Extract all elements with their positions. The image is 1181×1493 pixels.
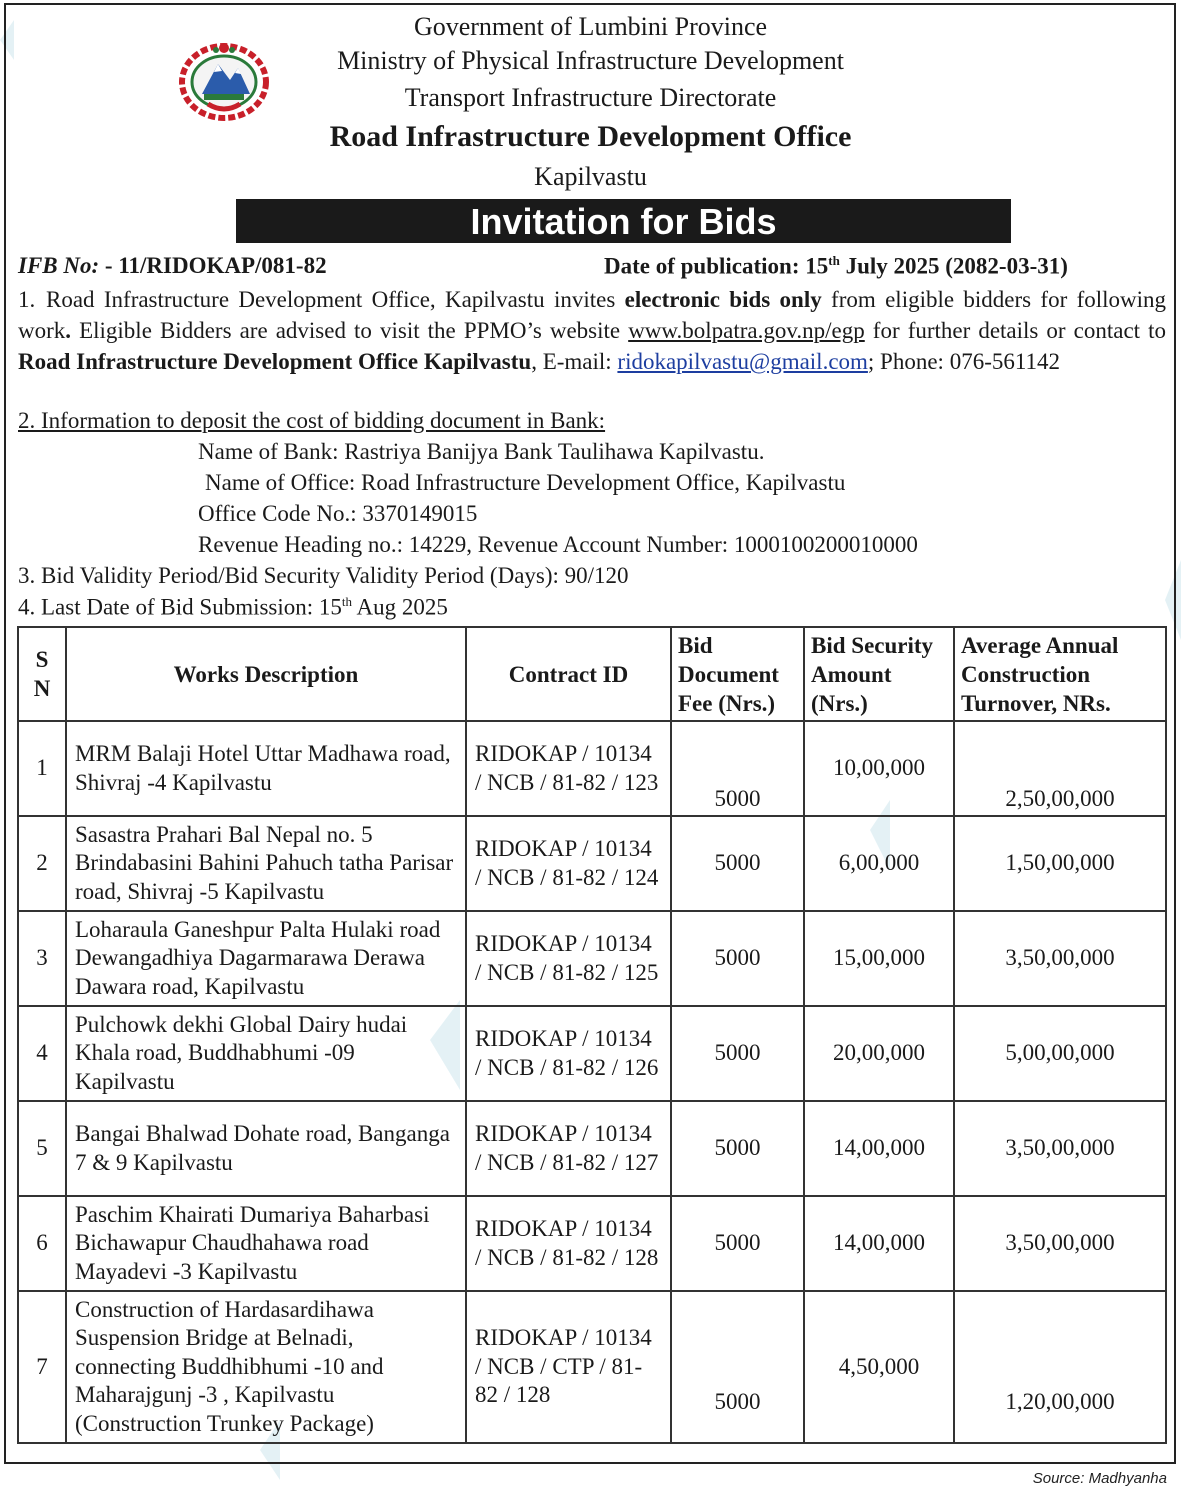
para-number: 1. [18, 287, 36, 312]
pub-suffix: July 2025 (2082-03-31) [839, 253, 1068, 279]
table-row [18, 1006, 1166, 1101]
header-bid-security: Bid Security Amount (Nrs.) [804, 627, 954, 721]
cell-sn: 2 [18, 816, 66, 911]
cell-contract-id: RIDOKAP / 10134 / NCB / 81-82 / 124 [466, 816, 671, 911]
bids-table [17, 626, 1167, 1444]
cell-description: Loharaula Ganeshpur Palta Hulaki road Dewangadhiya Dagarmarawa Derawa Dawara road, Kapilvastu [66, 911, 466, 1006]
cell-description: Pulchowk dekhi Global Dairy hudai Khala road, Buddhabhumi -09 Kapilvastu [66, 1006, 466, 1101]
cell-contract-id: RIDOKAP / 10134 / NCB / 81-82 / 127 [466, 1101, 671, 1196]
header-directorate: Transport Infrastructure Directorate [404, 83, 777, 112]
cell-turnover: 3,50,00,000 [954, 1196, 1166, 1291]
table-header-row [18, 627, 1166, 721]
email-link[interactable]: ridokapilvastu@gmail.com [617, 349, 868, 374]
header-government: Government of Lumbini Province [413, 12, 768, 41]
cell-contract-id: RIDOKAP / 10134 / NCB / 81-82 / 125 [466, 911, 671, 1006]
ifb-value: - 11/RIDOKAP/081-82 [99, 253, 327, 278]
section-2-heading: 2. Information to deposit the cost of bidding document in Bank: [18, 408, 606, 433]
cell-sn: 3 [18, 911, 66, 1006]
table-row [18, 1291, 1166, 1443]
cell-turnover: 1,50,00,000 [954, 816, 1166, 911]
header-sn: S N [18, 627, 66, 721]
last-date-prefix: 4. Last Date of Bid Submission: 15 [18, 594, 342, 620]
cell-description: Bangai Bhalwad Dohate road, Banganga 7 & 9 Kapilvastu [66, 1101, 466, 1196]
cell-sn: 4 [18, 1006, 66, 1101]
cell-turnover: 3,50,00,000 [954, 1101, 1166, 1196]
cell-contract-id: RIDOKAP / 10134 / NCB / 81-82 / 128 [466, 1196, 671, 1291]
header-works-description: Works Description [66, 627, 466, 721]
pub-sup: th [828, 253, 840, 268]
cell-contract-id: RIDOKAP / 10134 / NCB / CTP / 81-82 / 128 [466, 1291, 671, 1443]
cell-security: 14,00,000 [804, 1101, 954, 1196]
last-date-suffix: Aug 2025 [352, 594, 448, 620]
paragraph-invitation [18, 284, 1166, 377]
table-row [18, 721, 1166, 816]
cell-security: 4,50,000 [804, 1291, 954, 1443]
cell-sn: 5 [18, 1101, 66, 1196]
revenue-heading: Revenue Heading no.: 14229, Revenue Account Number: 1000100200010000 [198, 532, 918, 557]
header-contract-id: Contract ID [466, 627, 671, 721]
cell-security: 6,00,000 [804, 816, 954, 911]
para-text-5: , E-mail: [531, 349, 618, 374]
cell-contract-id: RIDOKAP / 10134 / NCB / 81-82 / 123 [466, 721, 671, 816]
pub-prefix: Date of publication: 15 [604, 253, 829, 279]
cell-security: 15,00,000 [804, 911, 954, 1006]
cell-fee: 5000 [671, 911, 804, 1006]
cell-turnover: 5,00,00,000 [954, 1006, 1166, 1101]
cell-description: Paschim Khairati Dumariya Baharbasi Bichawapur Chaudhahawa road Mayadevi -3 Kapilvastu [66, 1196, 466, 1291]
cell-fee: 5000 [671, 1196, 804, 1291]
para-bold-office: Road Infrastructure Development Office Kapilvastu [18, 349, 532, 374]
cell-turnover: 3,50,00,000 [954, 911, 1166, 1006]
header-turnover: Average Annual Construction Turnover, NRs. [954, 627, 1166, 721]
publication-date [604, 254, 1068, 278]
cell-fee: 5000 [671, 1101, 804, 1196]
para-bold-electronic: electronic bids only [624, 287, 822, 312]
cell-description: Sasastra Prahari Bal Nepal no. 5 Brindabasini Bahini Pahuch tatha Parisar road, Shivraj -5 Kapilvastu [66, 816, 466, 911]
cell-description: MRM Balaji Hotel Uttar Madhawa road, Shivraj -4 Kapilvastu [66, 721, 466, 816]
header-office: Road Infrastructure Development Office [329, 120, 852, 153]
cell-security: 20,00,000 [804, 1006, 954, 1101]
bank-name: Name of Bank: Rastriya Banijya Bank Taulihawa Kapilvastu. [198, 439, 765, 464]
title-banner: Invitation for Bids [236, 199, 1011, 243]
cell-turnover: 2,50,00,000 [954, 721, 1166, 816]
para-text-2: from eligible bidders for following work [18, 287, 1167, 343]
para-dot: . [65, 318, 72, 343]
header-location: Kapilvastu [534, 162, 647, 191]
office-name: Name of Office: Road Infrastructure Development Office, Kapilvastu [205, 470, 846, 495]
cell-security: 14,00,000 [804, 1196, 954, 1291]
para-text-4: for further details or contact to [864, 318, 1166, 343]
last-date-sup: th [341, 594, 353, 609]
table-row [18, 911, 1166, 1006]
cell-fee: 5000 [671, 816, 804, 911]
office-code: Office Code No.: 3370149015 [198, 501, 478, 526]
para-text-3: Eligible Bidders are advised to visit the PPMO’s website [71, 318, 629, 343]
table-row [18, 1101, 1166, 1196]
header-ministry: Ministry of Physical Infrastructure Development [337, 46, 844, 75]
section-3-validity: 3. Bid Validity Period/Bid Security Validity Period (Days): 90/120 [18, 563, 629, 588]
para-text-1: Road Infrastructure Development Office, Kapilvastu invites [46, 287, 625, 312]
cell-description: Construction of Hardasardihawa Suspension Bridge at Belnadi, connecting Buddhibhumi -10 and Maharajgunj -3 , Kapilvastu (Construction Trunkey Package) [66, 1291, 466, 1443]
table-row [18, 816, 1166, 911]
cell-fee: 5000 [671, 721, 804, 816]
cell-fee: 5000 [671, 1006, 804, 1101]
ifb-number [18, 254, 327, 277]
source-credit: Source: Madhyanha [1032, 1470, 1167, 1487]
header-bid-document-fee: Bid Document Fee (Nrs.) [671, 627, 804, 721]
ifb-label: IFB No: [18, 253, 100, 278]
cell-fee: 5000 [671, 1291, 804, 1443]
section-4-last-date [18, 595, 448, 619]
ppmo-website-link[interactable]: www.bolpatra.gov.np/egp [628, 318, 865, 343]
cell-sn: 1 [18, 721, 66, 816]
table-row [18, 1196, 1166, 1291]
cell-sn: 6 [18, 1196, 66, 1291]
cell-contract-id: RIDOKAP / 10134 / NCB / 81-82 / 126 [466, 1006, 671, 1101]
para-text-6: ; Phone: 076-561142 [867, 349, 1061, 374]
cell-turnover: 1,20,00,000 [954, 1291, 1166, 1443]
cell-security: 10,00,000 [804, 721, 954, 816]
cell-sn: 7 [18, 1291, 66, 1443]
